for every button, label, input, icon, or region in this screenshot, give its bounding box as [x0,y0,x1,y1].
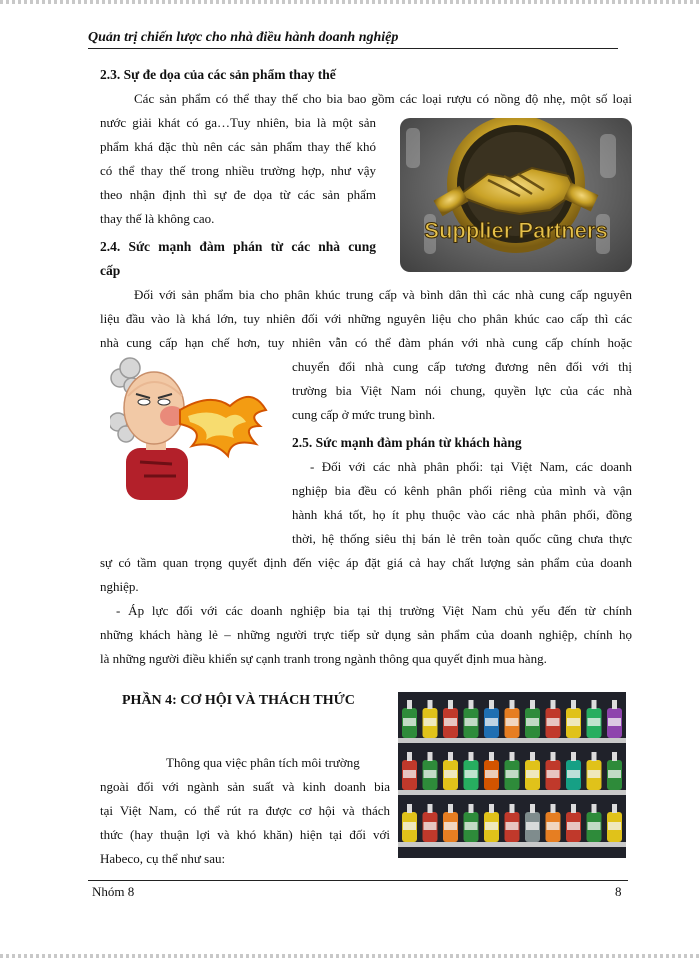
section-2-4-line: Đối với sản phẩm bia cho phân khúc trung cấp và bình dân thì các nhà cung cấp nguyên [134,287,632,302]
section-2-5-line: là những người điều khiển sự cạnh tranh trong ngành thông qua quyết định mua hàng. [100,651,547,666]
section-2-5-line: nghiệp bia đều có kênh phân phối riêng của mình và vận [292,483,632,498]
section-2-5-line: thời, hệ thống siêu thị bán lẻ trên toàn quốc cũng chưa thực [292,531,632,546]
bottle-neck [592,700,597,709]
bottle-label [547,822,560,830]
bottle-label [588,718,601,726]
supplier-caption: Supplier Partners [424,218,608,243]
bottle-label [444,718,457,726]
section-2-4-line: liệu đầu vào là khá lớn, tuy nhiên đối với những nguyên liệu cho phân khúc cao cấp thì các [100,311,632,326]
bottle-neck [448,752,453,761]
handshake-icon [400,118,632,272]
part-4-line: Habeco, cụ thể như sau: [100,851,226,866]
section-2-5-line: - Đối với các nhà phân phối: tại Việt Nam, các doanh [310,459,632,474]
part-4-line: ngoài đối với ngành sản suất và kinh doanh bia [100,779,390,794]
bottle-label [567,770,580,778]
part-4-line: thức (hay thuận lợi và khó khăn) hiện tại đối với [100,827,390,842]
bottle-neck [612,752,617,761]
bottle-label [506,770,519,778]
section-2-4-line: cung cấp ở mức trung bình. [292,407,436,422]
bottle-label [444,770,457,778]
bottle-label [588,822,601,830]
section-2-3-line: Các sản phẩm có thể thay thế cho bia bao gồm các loại rượu có nồng độ nhẹ, một số loại [134,91,632,106]
bottle-label [608,718,621,726]
bottle-neck [448,804,453,813]
bottle-label [403,822,416,830]
section-2-4-line: chuyển đổi nhà cung cấp tương đương nên đối với thị [292,359,632,374]
section-2-4-heading-cont: cấp [100,263,121,278]
bottle-neck [612,700,617,709]
bottles-icon [398,692,626,858]
section-2-3-line: nước giải khát có ga…Tuy nhiên, bia là một sản [100,115,376,130]
section-2-5-line: sự có tầm quan trọng quyết định đến việc áp đặt giá cả hay chất lượng sản phẩm của doanh [100,555,632,570]
bottle-neck [612,804,617,813]
bottle-neck [489,804,494,813]
bottle-neck [551,804,556,813]
bottle-neck [510,804,515,813]
drinks-shelf-photo [398,692,626,858]
bottle-label [567,822,580,830]
bottle-neck [428,804,433,813]
bottle-neck [530,700,535,709]
part-4-line: Thông qua việc phân tích môi trường [166,755,360,770]
bottle-neck [469,804,474,813]
section-2-3-line: thay thế là không cao. [100,211,215,226]
footer-rule [88,880,628,881]
bottle-label [485,770,498,778]
section-2-5-line: - Áp lực đối với các doanh nghiệp bia tại thị trường Việt Nam chủ yếu đến từ chính [116,603,632,618]
bottle-neck [530,752,535,761]
section-2-5-line: hành khá tốt, họ ít phụ thuộc vào các nhà phân phối, đồng [292,507,632,522]
bottle-neck [448,700,453,709]
bottle-label [403,718,416,726]
fire-breath-icon [110,352,270,502]
bottle-label [424,822,437,830]
bottle-neck [592,804,597,813]
bottle-neck [571,752,576,761]
bottle-label [608,770,621,778]
section-2-3-line: phẩm khá đặc thù nên các sản phẩm thay thế khó [100,139,376,154]
bottle-neck [510,752,515,761]
bottle-label [485,718,498,726]
section-2-3-line: có thể thay thế trong nhiều trường hợp, như vậy [100,163,376,178]
bottle-neck [551,752,556,761]
bottle-label [506,822,519,830]
bottle-neck [530,804,535,813]
section-2-5-line: những khách hàng lẻ – những người trực tiếp sử dụng sản phẩm của doanh nghiệp, chính họ [100,627,632,642]
bottle-label [403,770,416,778]
bottle-label [465,770,478,778]
bottle-label [547,718,560,726]
bottle-label [424,770,437,778]
bottle-neck [428,700,433,709]
section-2-4-line: trường bia Việt Nam nói chung, quyền lực của các nhà [292,383,632,398]
bottle-neck [571,804,576,813]
bottle-label [465,822,478,830]
bottle-neck [407,752,412,761]
bottle-neck [407,700,412,709]
bottle-label [547,770,560,778]
section-2-3-heading: 2.3. Sự đe dọa của các sản phẩm thay thế [100,67,336,82]
section-2-4-heading: 2.4. Sức mạnh đàm phán từ các nhà cung [100,239,376,254]
bottle-label [526,822,539,830]
part-4-line: tại Việt Nam, có thể rút ra được cơ hội và thách [100,803,390,818]
bottle-label [526,770,539,778]
bottle-label [526,718,539,726]
bottle-label [444,822,457,830]
angry-man-illustration [110,352,270,502]
bottle-neck [592,752,597,761]
page-border-bottom [0,954,700,958]
bottle-label [567,718,580,726]
bottle-label [424,718,437,726]
bottle-label [485,822,498,830]
bottle-neck [551,700,556,709]
bottle-neck [571,700,576,709]
bottle-neck [428,752,433,761]
bottle-neck [489,700,494,709]
page-header: Quản trị chiến lược cho nhà điều hành doanh nghiệp [88,30,618,49]
bottle-neck [469,700,474,709]
bottle-neck [510,700,515,709]
footer-page-number: 8 [615,884,622,899]
supplier-partners-image [400,118,632,272]
bottle-label [588,770,601,778]
footer-group: Nhóm 8 [92,884,135,899]
section-2-5-line: nghiệp. [100,579,139,594]
bottle-label [465,718,478,726]
bottle-label [506,718,519,726]
section-2-3-line: theo nhận định thì sự đe dọa từ các sản phẩm [100,187,376,202]
bottle-neck [489,752,494,761]
bottle-label [608,822,621,830]
part-4-heading: PHẦN 4: CƠ HỘI VÀ THÁCH THỨC [122,693,355,708]
page-border-top [0,0,700,4]
section-2-5-heading: 2.5. Sức mạnh đàm phán từ khách hàng [292,435,522,450]
bottle-neck [407,804,412,813]
section-2-4-line: nhà cung cấp hạn chế hơn, tuy nhiên vẫn có thể đàm phán với nhà cung cấp chính hoặc [100,335,632,350]
bottle-neck [469,752,474,761]
